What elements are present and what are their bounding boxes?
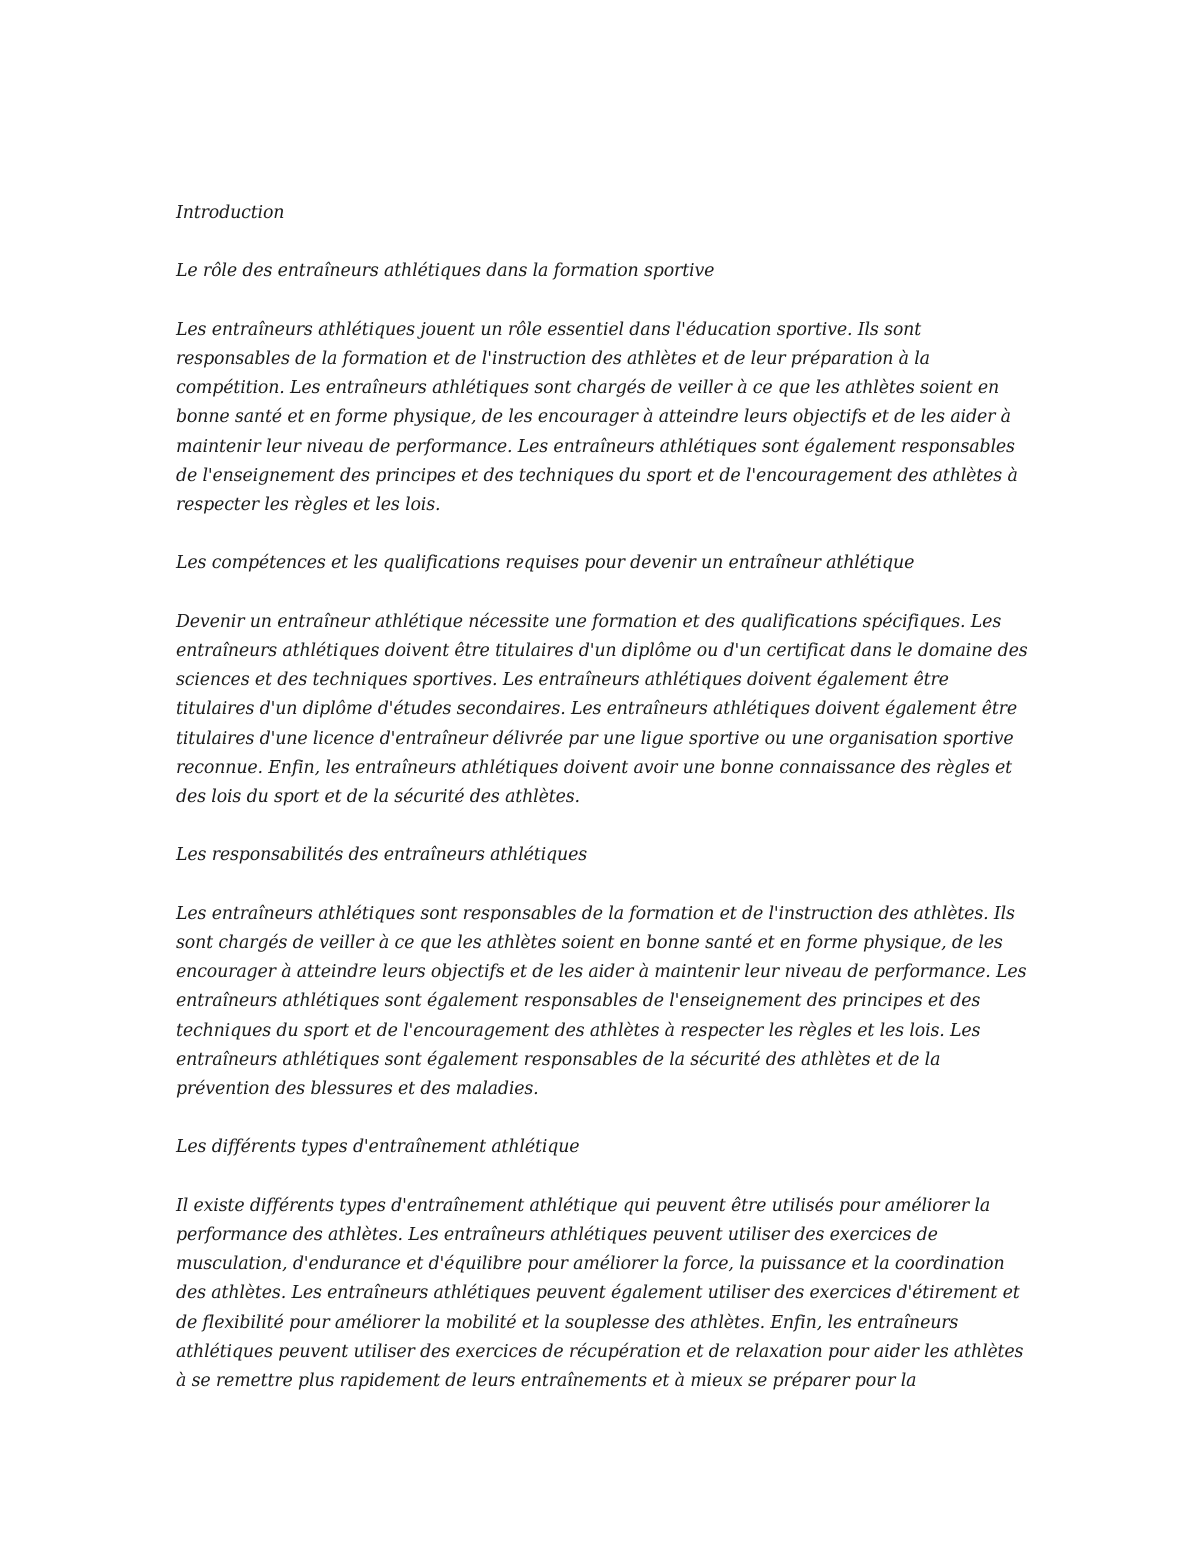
paragraph-competences: Devenir un entraîneur athlétique nécessite une formation et des qualifications spécifiques. Les entraîneurs athlétiques doivent être titulaires d'un diplôme ou d'un certificat dans le domaine des sciences et des techniques sportives. Les entraîneurs athlétiques doivent également être titulaires d'un diplôme d'études secondaires. Les entraîneurs athlétiques doivent également être titulaires d'une licence d'entraîneur délivrée par une ligue sportive ou une organisation sportive reconnue. Enfin, les entraîneurs athlétiques doivent avoir une bonne connaissance des règles et des lois du sport et de la sécurité des athlètes. — [176, 611, 1028, 807]
paragraph-responsabilites: Les entraîneurs athlétiques sont responsables de la formation et de l'instruction des athlètes. Ils sont chargés de veiller à ce que les athlètes soient en bonne santé et en forme physique, de les encourager à atteindre leurs objectifs et de les aider à maintenir leur niveau de performance. Les entraîneurs athlétiques sont également responsables de l'enseignement des principes et des techniques du sport et de l'encouragement des athlètes à respecter les règles et les lois. Les entraîneurs athlétiques sont également responsables de la sécurité des athlètes et de la prévention des blessures et des maladies. — [176, 903, 1027, 1099]
document-body — [176, 199, 1028, 1396]
paragraph-role: Les entraîneurs athlétiques jouent un rôle essentiel dans l'éducation sportive. Ils sont responsables de la formation et de l'instruction des athlètes et de leur préparation à la compétition. Les entraîneurs athlétiques sont chargés de veiller à ce que les athlètes soient en bonne santé et en forme physique, de les encourager à atteindre leurs objectifs et de les aider à maintenir leur niveau de performance. Les entraîneurs athlétiques sont également responsables de l'enseignement des principes et des techniques du sport et de l'encouragement des athlètes à respecter les règles et les lois. — [176, 319, 1018, 515]
heading-responsabilites: Les responsabilités des entraîneurs athlétiques — [176, 845, 587, 866]
heading-competences: Les compétences et les qualifications requises pour devenir un entraîneur athlétique — [176, 553, 915, 574]
paragraph-types-entrainement: Il existe différents types d'entraînement athlétique qui peuvent être utilisés pour améliorer la performance des athlètes. Les entraîneurs athlétiques peuvent utiliser des exercices de musculation, d'endurance et d'équilibre pour améliorer la force, la puissance et la coordination des athlètes. Les entraîneurs athlétiques peuvent également utiliser des exercices d'étirement et de flexibilité pour améliorer la mobilité et la souplesse des athlètes. Enfin, les entraîneurs athlétiques peuvent utiliser des exercices de récupération et de relaxation pour aider les athlètes à se remettre plus rapidement de leurs entraînements et à mieux se préparer pour la — [176, 1195, 1024, 1391]
heading-role: Le rôle des entraîneurs athlétiques dans la formation sportive — [176, 261, 715, 282]
heading-introduction: Introduction — [176, 203, 285, 223]
heading-types-entrainement: Les différents types d'entraînement athlétique — [176, 1137, 580, 1158]
